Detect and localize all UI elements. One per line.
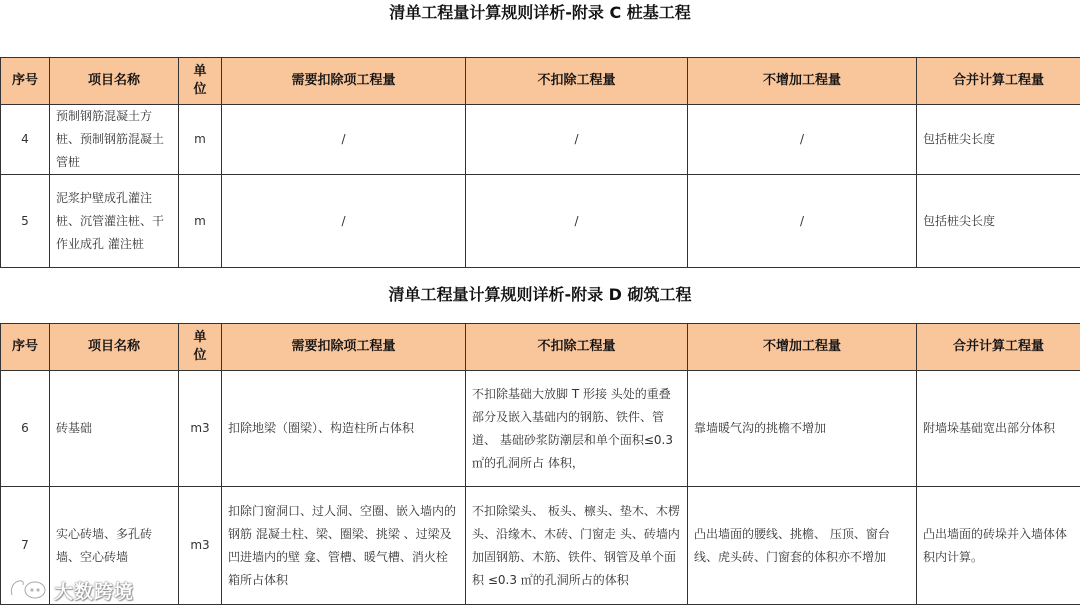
cell-name: 砖基础 bbox=[50, 371, 179, 487]
cell-no-deduct: 不扣除梁头、 板头、檩头、垫木、木楞头、沿缘木、木砖、门窗走 头、砖墙内加固钢筋、木筋、铁件、钢管及单个面积 ≤0.3 ㎡的孔洞所占的体积 bbox=[466, 487, 688, 605]
header-unit bbox=[179, 324, 222, 371]
cell-no-increase: 凸出墙面的腰线、挑檐、 压顶、窗台线、虎头砖、门窗套的体积亦不增加 bbox=[688, 487, 917, 605]
table-header-row bbox=[1, 324, 1080, 371]
cell-no: 4 bbox=[1, 105, 50, 175]
cell-unit: m bbox=[179, 175, 222, 268]
header-unit-line2: 位 bbox=[193, 82, 207, 97]
cell-no: 5 bbox=[1, 175, 50, 268]
section1-title: 清单工程量计算规则详析-附录 C 桩基工程 bbox=[389, 3, 691, 22]
header-no-increase: 不增加工程量 bbox=[688, 324, 917, 371]
cell-deduct: 扣除地梁（圈梁）、构造柱所占体积 bbox=[222, 371, 466, 487]
header-deduct: 需要扣除项工程量 bbox=[222, 324, 466, 371]
cell-name: 泥浆护壁成孔灌注桩、沉管灌注桩、干作业成孔 灌注桩 bbox=[50, 175, 179, 268]
header-no-deduct: 不扣除工程量 bbox=[466, 58, 688, 105]
table-row bbox=[1, 175, 1080, 268]
cell-no-deduct: / bbox=[466, 105, 688, 175]
watermark bbox=[8, 576, 134, 604]
header-no-increase: 不增加工程量 bbox=[688, 58, 917, 105]
table-masonry bbox=[0, 323, 1080, 605]
cell-no-increase: / bbox=[688, 105, 917, 175]
header-name: 项目名称 bbox=[50, 58, 179, 105]
cell-no-deduct: 不扣除基础大放脚 T 形接 头处的重叠部分及嵌入基础内的钢筋、铁件、管道、 基础砂浆防潮层和单个面积≤0.3 ㎡的孔洞所占 体积， bbox=[466, 371, 688, 487]
table-pile-foundation bbox=[0, 57, 1080, 268]
cell-deduct: 扣除门窗洞口、过人洞、空圈、嵌入墙内的钢筋 混凝土柱、梁、圈梁、挑梁 、过梁及凹进墙内的壁 龛、管槽、暖气槽、消火栓箱所占体积 bbox=[222, 487, 466, 605]
cell-deduct: / bbox=[222, 175, 466, 268]
chat-bubble-logo-icon bbox=[8, 577, 48, 603]
cell-deduct: / bbox=[222, 105, 466, 175]
section2-title: 清单工程量计算规则详析-附录 D 砌筑工程 bbox=[388, 285, 692, 304]
header-name: 项目名称 bbox=[50, 324, 179, 371]
header-no-deduct: 不扣除工程量 bbox=[466, 324, 688, 371]
cell-unit: m3 bbox=[179, 487, 222, 605]
header-unit bbox=[179, 58, 222, 105]
cell-unit: m bbox=[179, 105, 222, 175]
cell-no-deduct: / bbox=[466, 175, 688, 268]
cell-no: 7 bbox=[1, 487, 50, 605]
cell-merge: 包括桩尖长度 bbox=[917, 105, 1080, 175]
watermark-text: 大数跨境 bbox=[54, 580, 135, 603]
table-row bbox=[1, 371, 1080, 487]
cell-name: 预制钢筋混凝土方桩、预制钢筋混凝土管桩 bbox=[50, 105, 179, 175]
cell-unit: m3 bbox=[179, 371, 222, 487]
cell-merge: 附墙垛基础宽出部分体积 bbox=[917, 371, 1080, 487]
table-row bbox=[1, 487, 1080, 605]
header-no: 序号 bbox=[1, 324, 50, 371]
table-row bbox=[1, 105, 1080, 175]
cell-merge: 凸出墙面的砖垛并入墙体体积内计算。 bbox=[917, 487, 1080, 605]
cell-no-increase: / bbox=[688, 175, 917, 268]
header-no: 序号 bbox=[1, 58, 50, 105]
cell-name: 实心砖墙、多孔砖墙、空心砖墙 bbox=[50, 487, 179, 605]
header-unit-line1: 单 bbox=[193, 330, 207, 345]
cell-no-increase: 靠墙暖气沟的挑檐不增加 bbox=[688, 371, 917, 487]
cell-no: 6 bbox=[1, 371, 50, 487]
header-merge: 合并计算工程量 bbox=[917, 324, 1080, 371]
cell-merge: 包括桩尖长度 bbox=[917, 175, 1080, 268]
header-merge: 合并计算工程量 bbox=[917, 58, 1080, 105]
header-unit-line1: 单 bbox=[193, 64, 207, 79]
table-header-row bbox=[1, 58, 1080, 105]
header-deduct: 需要扣除项工程量 bbox=[222, 58, 466, 105]
header-unit-line2: 位 bbox=[193, 348, 207, 363]
